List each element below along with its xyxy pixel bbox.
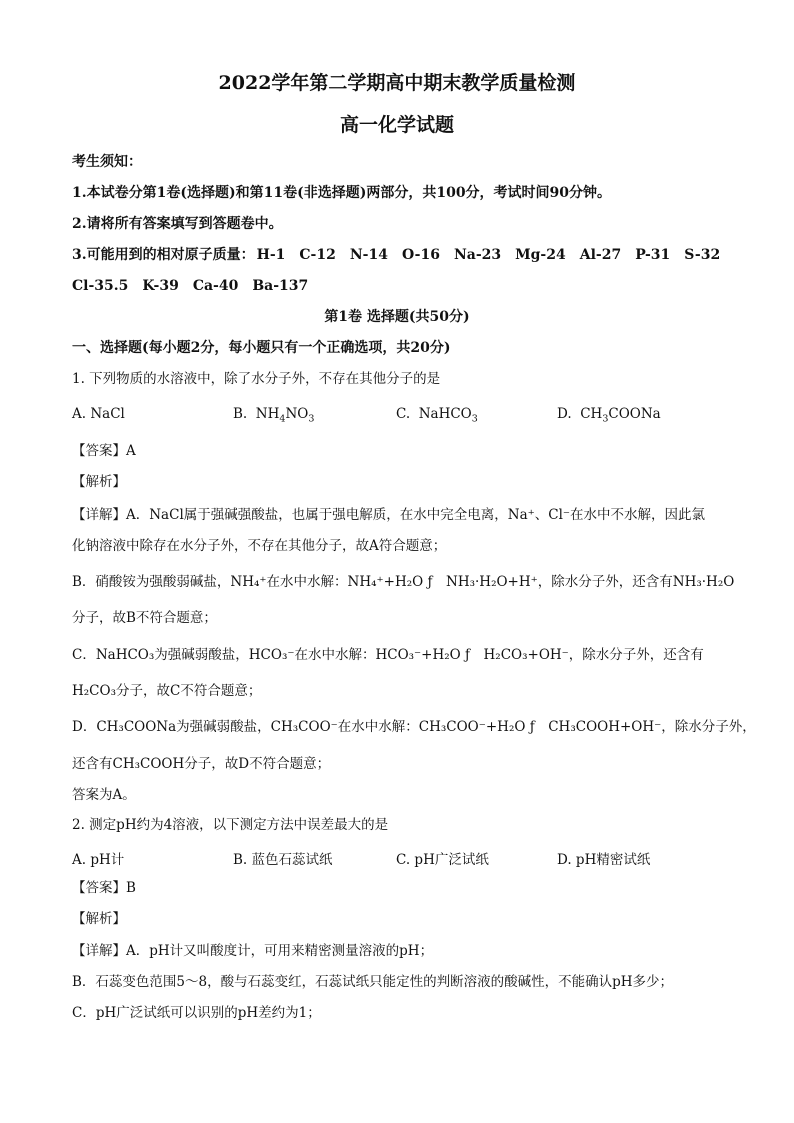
q1-detail-a-line2: 化钠溶液中除存在水分子外，不存在其他分子，故A符合题意； (72, 538, 447, 554)
atomic-mass: K-39 (142, 278, 179, 294)
atomic-mass: Mg-24 (515, 247, 566, 263)
atomic-mass: H-1 (256, 247, 286, 263)
atomic-mass: C-12 (299, 247, 336, 263)
q1-stem: 1. 下列物质的水溶液中，除了水分子外，不存在其他分子的是 (72, 371, 441, 387)
atomic-mass: Al-27 (579, 247, 622, 263)
q2-stem: 2. 测定pH约为4溶液，以下测定方法中误差最大的是 (72, 817, 389, 833)
exam-subtitle: 高一化学试题 (339, 114, 454, 136)
section-title: 一、选择题(每小题2分，每小题只有一个正确选项，共20分) (72, 340, 451, 356)
part1-title: 第1卷 选择题(共50分) (324, 309, 470, 325)
q2-option-d: D. pH精密试纸 (557, 852, 651, 868)
q1-option-a: A. NaCl (72, 406, 125, 422)
q1-option-d-label: D. (557, 406, 572, 422)
q1-option-d: D. $CH_3COONa$ (557, 406, 661, 425)
q1-detail-d-line2: 还含有CH₃COOH分子，故D不符合题意； (72, 756, 331, 772)
notice-item-1: 1.本试卷分第1卷(选择题)和第11卷(非选择题)两部分，共100分，考试时间90分钟。 (72, 185, 612, 201)
q2-option-a: A. pH计 (72, 852, 125, 868)
q1-option-c-label: C. (396, 406, 411, 422)
notice-heading: 考生须知： (72, 154, 142, 170)
q2-answer: 【答案】B (72, 880, 136, 896)
q2-detail-c: C．pH广泛试纸可以识别的pH差约为1； (72, 1005, 321, 1021)
q1-detail-c-line1: C．NaHCO₃为强碱弱酸盐，HCO₃⁻在水中水解：HCO₃⁻+H₂O ƒ H₂CO₃+OH⁻，除水分子外，还含有 (72, 647, 704, 663)
atomic-mass: Ba-137 (252, 278, 309, 294)
notice-item-2: 2.请将所有答案填写到答题卷中。 (72, 216, 283, 232)
exam-title: 2022学年第二学期高中期末教学质量检测 (218, 72, 576, 94)
atomic-mass: Ca-40 (192, 278, 239, 294)
q1-detail-b-line1: B．硝酸铵为强酸弱碱盐，NH₄⁺在水中水解：NH₄⁺+H₂O ƒ NH₃·H₂O+H⁺，除水分子外，还含有NH₃·H₂O (72, 574, 735, 590)
atomic-mass: Cl-35.5 (72, 278, 129, 294)
atomic-mass: Na-23 (453, 247, 502, 263)
notice-item-3-prefix: 3.可能用到的相对原子质量： (72, 247, 255, 263)
atomic-mass: N-14 (349, 247, 388, 263)
q1-detail-d-line1: D．CH₃COONa为强碱弱酸盐，CH₃COO⁻在水中水解：CH₃COO⁻+H₂O ƒ CH₃COOH+OH⁻，除水分子外， (72, 719, 756, 735)
q2-detail-b: B．石蕊变色范围5～8，酸与石蕊变红，石蕊试纸只能定性的判断溶液的酸碱性，不能确认pH多少； (72, 974, 674, 990)
q1-detail-c-line2: H₂CO₃分子，故C不符合题意； (72, 683, 262, 699)
q1-detail-b-line2: 分子，故B不符合题意； (72, 610, 217, 626)
q1-detail-a-line1: 【详解】A．NaCl属于强碱强酸盐，也属于强电解质，在水中完全电离，Na⁺、Cl⁻在水中不水解，因此氯 (72, 507, 706, 523)
q1-analysis-label: 【解析】 (72, 474, 126, 490)
q1-option-b: B. $NH_4NO_3$ (233, 406, 315, 425)
q2-analysis-label: 【解析】 (72, 911, 126, 927)
notice-item-3 (72, 246, 734, 264)
q1-answer: 【答案】A (72, 443, 136, 459)
q2-option-c: C. pH广泛试纸 (396, 852, 489, 868)
atomic-mass: P-31 (635, 247, 671, 263)
atomic-mass: O-16 (401, 247, 440, 263)
q1-option-c: C. NaHCO$_3$ (396, 406, 478, 425)
q2-option-b: B. 蓝色石蕊试纸 (233, 852, 333, 868)
notice-item-3-cont (72, 277, 734, 295)
q1-option-b-label: B. (233, 406, 248, 422)
q1-conclusion: 答案为A。 (72, 787, 136, 803)
atomic-mass: S-32 (684, 247, 721, 263)
q2-detail-a: 【详解】A．pH计又叫酸度计，可用来精密测量溶液的pH； (72, 943, 434, 959)
